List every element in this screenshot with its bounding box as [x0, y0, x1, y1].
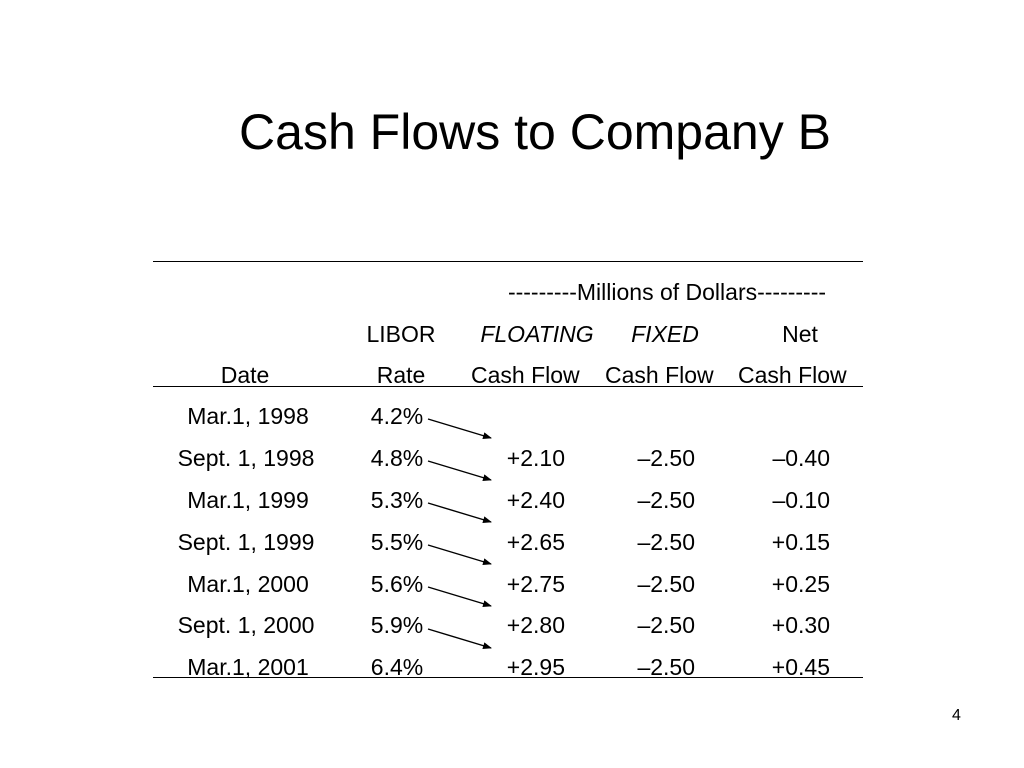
fixed-cash-flow-header: Cash Flow	[605, 362, 714, 388]
fixed-cell: –2.50	[637, 487, 695, 513]
date-cell: Mar.1, 2001	[187, 654, 309, 680]
rate-header: Rate	[376, 362, 426, 388]
floating-cell: +2.40	[506, 487, 565, 513]
net-cell: –0.10	[772, 487, 830, 513]
rate-reset-arrow	[428, 545, 491, 564]
floating-cell: +2.75	[506, 571, 565, 597]
net-cell: +0.15	[771, 529, 830, 555]
slide-title: Cash Flows to Company B	[239, 104, 831, 160]
date-cell: Sept. 1, 1998	[177, 445, 315, 471]
date-cell: Mar.1, 1998	[187, 403, 309, 429]
libor-cell: 4.8%	[370, 445, 424, 471]
libor-cell: 6.4%	[370, 654, 424, 680]
date-cell: Sept. 1, 2000	[177, 612, 315, 638]
libor-cell: 4.2%	[370, 403, 424, 429]
rate-reset-arrow	[428, 419, 491, 438]
millions-of-dollars-header: ---------Millions of Dollars---------	[507, 279, 827, 305]
floating-header: FLOATING	[480, 321, 594, 347]
libor-cell: 5.9%	[370, 612, 424, 638]
date-cell: Sept. 1, 1999	[177, 529, 315, 555]
floating-cell: +2.10	[506, 445, 565, 471]
net-cell: +0.45	[771, 654, 830, 680]
floating-cell: +2.65	[506, 529, 565, 555]
floating-cell: +2.80	[506, 612, 565, 638]
libor-header: LIBOR	[366, 321, 436, 347]
floating-cell: +2.95	[506, 654, 565, 680]
page-number: 4	[952, 707, 961, 724]
libor-cell: 5.3%	[370, 487, 424, 513]
date-cell: Mar.1, 1999	[187, 487, 309, 513]
fixed-cell: –2.50	[637, 612, 695, 638]
fixed-header: FIXED	[631, 321, 699, 347]
table-top-rule	[153, 261, 863, 262]
rate-reset-arrow	[428, 503, 491, 522]
net-header: Net	[782, 321, 818, 347]
net-cash-flow-header: Cash Flow	[738, 362, 847, 388]
fixed-cell: –2.50	[637, 445, 695, 471]
net-cell: +0.30	[771, 612, 830, 638]
libor-cell: 5.6%	[370, 571, 424, 597]
fixed-cell: –2.50	[637, 654, 695, 680]
date-header: Date	[220, 362, 270, 388]
rate-reset-arrow	[428, 629, 491, 648]
fixed-cell: –2.50	[637, 529, 695, 555]
date-cell: Mar.1, 2000	[187, 571, 309, 597]
rate-reset-arrow	[428, 587, 491, 606]
net-cell: –0.40	[772, 445, 830, 471]
net-cell: +0.25	[771, 571, 830, 597]
fixed-cell: –2.50	[637, 571, 695, 597]
rate-reset-arrow	[428, 461, 491, 480]
floating-cash-flow-header: Cash Flow	[471, 362, 580, 388]
libor-cell: 5.5%	[370, 529, 424, 555]
